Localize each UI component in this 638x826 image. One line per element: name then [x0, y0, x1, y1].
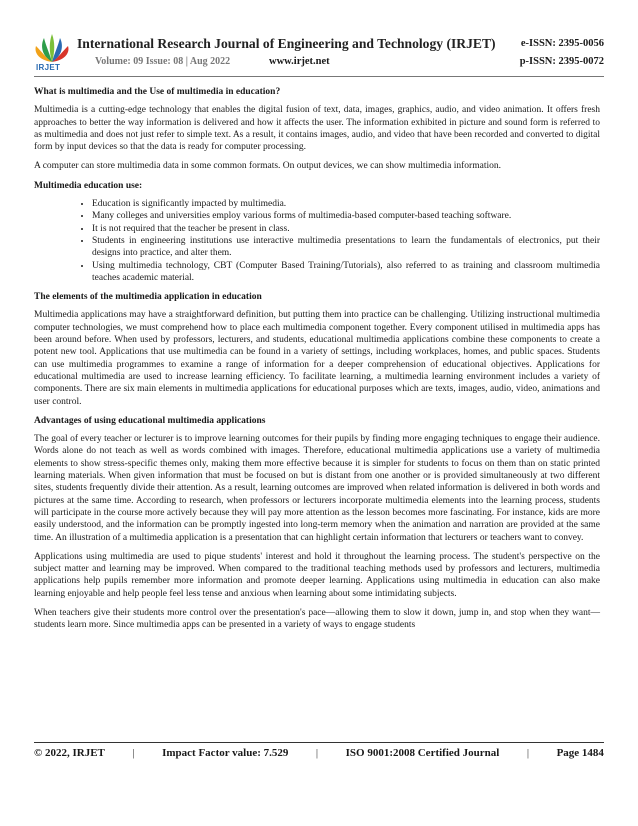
p-issn: p-ISSN: 2395-0072 — [519, 56, 604, 67]
footer-separator: | — [526, 747, 530, 759]
section-heading: Multimedia education use: — [34, 180, 143, 191]
list-item: • Students in engineering institutions use interactive multimedia presentations to learn the fundamentals of electronics, put their designs into practice, and alter them. — [92, 235, 600, 260]
impact-factor: Impact Factor value: 7.529 — [162, 747, 289, 759]
journal-header — [34, 34, 604, 74]
irjet-logo-icon — [34, 34, 70, 74]
list-item: • It is not required that the teacher be present in class. — [92, 223, 600, 235]
issue-info: Volume: 09 Issue: 08 | Aug 2022 — [95, 56, 231, 67]
paragraph: Multimedia is a cutting-edge technology that enables the digital fusion of text, data, images, graphics, audio, and video animation. It offers fresh approaches to better the way information is delivered and how it affects the user. The information exhibited in picture and sound form is referred to as multimedia and does not just refer to simple text. As a result, it contains images, audio, and video that have been recorded and converted to digital form by input devices so that the data is ready for computer processing. — [34, 105, 600, 153]
copyright: © 2022, IRJET — [34, 747, 105, 759]
journal-title: International Research Journal of Engineering and Technology (IRJET) — [77, 36, 496, 51]
page-number: Page 1484 — [556, 747, 604, 759]
paragraph: The goal of every teacher or lecturer is to improve learning outcomes for their pupils by finding more engaging techniques to engage their audience. Words alone do not teach as well as words combined with images. Therefore, educational multimedia applications use a variety of multimedia elements to show stress-specific themes only, making them more effective because it is simpler for students to focus on them than on static printed learning materials. When given information that must be focused on but is distant from one another or is provided simultaneously at two different sites, students frequently divide their attention. As a result, learning outcomes are improved when related information is delivered in both words and pictures at the same time. According to research, when professors or lecturers incorporate multimedia elements into the learning process, students will participate in the course more actively because they will pay more attention as the lesson becomes more fascinating. For instance, kids are more easily understood, and the information can be promptly ingested into long-term memory when the animation and narration are provided at the same time. An illustration of a multimedia application is a presentation that can highlight certain information that lecturers or teachers want to convey. — [34, 434, 600, 543]
article-body — [34, 86, 600, 639]
logo-text: IRJET — [36, 63, 61, 72]
section-heading: What is multimedia and the Use of multimedia in education? — [34, 87, 281, 97]
paragraph: Applications using multimedia are used to pique students' interest and hold it throughout the learning process. The student's perspective on the subject matter and learning may be improved. When compared to the traditional teaching methods used by professors and lecturers, multimedia applications help pupils remember more information and promote deeper learning. Applications using multimedia in education can also make learning enjoyable and help people feel less tense and anxious when learning about some intimidating subjects. — [34, 551, 600, 599]
section-heading: The elements of the multimedia application in education — [34, 292, 262, 303]
footer-separator: | — [132, 747, 135, 759]
e-issn: e-ISSN: 2395-0056 — [520, 38, 604, 49]
list-item: • Many colleges and universities employ various forms of multimedia-based computer-based teaching software. — [92, 210, 600, 222]
iso-certification: ISO 9001:2008 Certified Journal — [345, 747, 500, 759]
section-heading: Advantages of using educational multimedia applications — [34, 415, 266, 426]
paragraph: A computer can store multimedia data in some common formats. On output devices, we can show multimedia information. — [34, 161, 501, 172]
bullet-list — [34, 198, 600, 284]
paragraph: When teachers give their students more control over the presentation's pace—allowing them to slow it down, jump in, and stop when they want—students learn more. Since multimedia apps can be presented in a variety of ways to engage students — [34, 607, 600, 631]
website-link[interactable]: www.irjet.net — [269, 56, 330, 67]
footer-separator: | — [315, 747, 319, 759]
paragraph: Multimedia applications may have a straightforward definition, but putting them into practice can be challenging. Utilizing instructional multimedia computer technologies, we must comprehend how to place each multimedia component together. Every component utilised in multimedia apps has been around before. When used by professors, lecturers, and students, educational multimedia applications combine these components to create a potent new tool. Applications that use multimedia can be found in a variety of settings, including workplaces, homes, and public spaces. Students can use multimedia programmes to examine a range of information for a deeper comprehension of educational objectives. Applications for educational multimedia are used to increase learning efficiency. To facilitate learning, a multimedia learning environment includes a variety of components. There are six main elements in multimedia applications for educational purposes which are texts, images, audio, video, animations and user control. — [34, 310, 600, 407]
list-item: • Using multimedia technology, CBT (Computer Based Training/Tutorials), also referred to as training and classroom multimedia teaches academic material. — [92, 260, 600, 285]
page-footer — [34, 747, 604, 759]
footer-divider — [34, 742, 604, 743]
header-divider — [34, 76, 604, 77]
list-item: • Education is significantly impacted by multimedia. — [92, 198, 600, 210]
